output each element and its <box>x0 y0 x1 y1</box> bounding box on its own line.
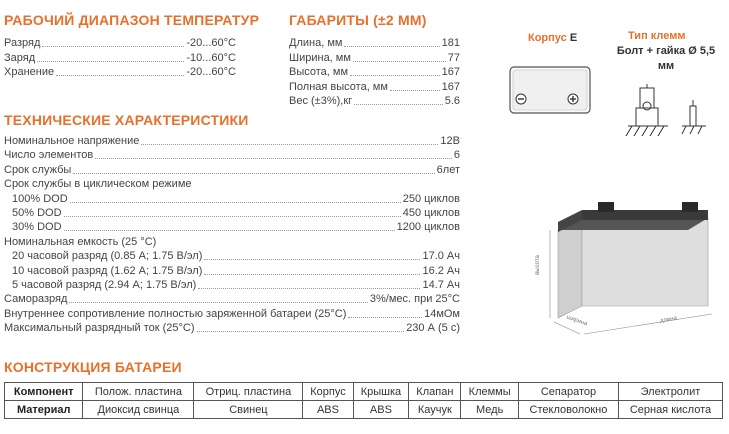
construction-cell: Материал <box>5 401 83 419</box>
battery-length-label: длина <box>659 315 678 325</box>
row-label: Саморазряд <box>4 293 68 306</box>
row-label: Внутреннее сопротивление полностью заряженной батареи (25°C) <box>4 307 347 320</box>
dot-leader <box>95 158 452 159</box>
row-label: Номинальное напряжение <box>4 135 140 147</box>
dot-leader <box>37 61 184 62</box>
temp-row <box>4 51 236 65</box>
dot-leader <box>353 61 446 62</box>
dot-leader <box>198 288 420 289</box>
dims-row <box>289 65 460 79</box>
tech-row <box>4 177 460 191</box>
row-label: Полная высота, мм <box>289 80 388 93</box>
row-label: Разряд <box>4 37 41 49</box>
row-value: 77 <box>447 51 460 64</box>
row-label: Число элементов <box>4 149 94 162</box>
battery-height-label: высота <box>534 255 541 275</box>
case-top-diagram <box>509 66 591 114</box>
construction-cell: Серная кислота <box>618 401 722 419</box>
tech-row <box>4 163 460 177</box>
row-label: Ширина, мм <box>289 51 351 64</box>
temp-title: РАБОЧИЙ ДИАПАЗОН ТЕМПЕРАТУР <box>4 12 260 28</box>
temp-row <box>4 36 236 50</box>
row-value: 167 <box>441 66 460 78</box>
row-value: 3%/мес. при 25°C <box>369 293 460 306</box>
row-label: Высота, мм <box>289 66 349 78</box>
row-label: Хранение <box>4 66 55 78</box>
row-value: 5.6 <box>444 95 460 107</box>
dims-row <box>289 94 460 108</box>
case-type: E <box>569 32 578 44</box>
terminal-line2: мм <box>657 60 675 72</box>
row-value: 12В <box>440 135 460 147</box>
construction-table <box>4 382 723 419</box>
terminal-line1: Болт + гайка Ø 5,5 <box>616 45 716 57</box>
dot-leader <box>42 46 184 47</box>
row-label: Длина, мм <box>289 37 343 49</box>
dot-leader <box>344 46 439 47</box>
tech-row <box>4 134 460 148</box>
dot-leader <box>204 274 420 275</box>
construction-cell: Свинец <box>194 401 303 419</box>
tech-row <box>4 148 460 162</box>
row-value: -20...60°C <box>186 37 236 49</box>
temp-row <box>4 65 236 79</box>
construction-cell: Клеммы <box>461 383 519 401</box>
tech-row <box>4 206 460 220</box>
tech-row <box>4 321 460 335</box>
row-value: 181 <box>441 37 460 49</box>
dims-row <box>289 51 460 65</box>
row-label: 10 часовой разряд (1.62 A; 1.75 В/эл) <box>12 264 203 277</box>
row-label: Срок службы в циклическом режиме <box>4 178 192 191</box>
row-label: 100% DOD <box>12 192 68 205</box>
row-value: -20...60°C <box>186 66 236 78</box>
row-value: 16.2 Ач <box>422 264 460 277</box>
construction-header-row <box>5 383 723 401</box>
dot-leader <box>354 104 443 105</box>
row-value: 6лет <box>436 163 460 176</box>
dims-row <box>289 80 460 94</box>
dot-leader <box>350 75 440 76</box>
dot-leader <box>73 173 434 174</box>
construction-cell: Отриц. пластина <box>194 383 303 401</box>
terminal-bolt-diagram <box>620 80 720 144</box>
dot-leader <box>56 75 184 76</box>
row-value: 167 <box>441 80 460 93</box>
tech-row <box>4 235 460 249</box>
dot-leader <box>70 202 401 203</box>
tech-row <box>4 220 460 234</box>
dot-leader <box>390 90 440 91</box>
dot-leader <box>348 317 422 318</box>
row-label: Максимальный разрядный ток (25°C) <box>4 322 195 335</box>
construction-material-row <box>5 401 723 419</box>
tech-row <box>4 192 460 206</box>
row-value: 1200 циклов <box>396 221 460 234</box>
row-value: -10...60°C <box>186 51 236 64</box>
construction-cell: Каучук <box>409 401 461 419</box>
row-value: 230 А (5 с) <box>406 322 460 335</box>
construction-cell: ABS <box>353 401 409 419</box>
tech-title: ТЕХНИЧЕСКИЕ ХАРАКТЕРИСТИКИ <box>4 112 249 128</box>
construction-cell: Полож. пластина <box>83 383 194 401</box>
row-label: Номинальная емкость (25 °C) <box>4 235 157 248</box>
dot-leader <box>64 216 401 217</box>
dims-row <box>289 36 460 50</box>
tech-row <box>4 278 460 292</box>
dot-leader <box>64 230 395 231</box>
row-value: 450 циклов <box>402 207 460 219</box>
tech-row <box>4 292 460 306</box>
dims-title: ГАБАРИТЫ (±2 ММ) <box>289 12 427 28</box>
construction-cell: Медь <box>461 401 519 419</box>
construction-cell: Электролит <box>618 383 722 401</box>
dot-leader <box>69 302 368 303</box>
construction-cell: ABS <box>303 401 353 419</box>
row-label: 5 часовой разряд (2.94 A; 1.75 В/эл) <box>12 279 197 291</box>
tech-row <box>4 307 460 321</box>
tech-row <box>4 264 460 278</box>
construction-cell: Корпус <box>303 383 353 401</box>
row-label: 20 часовой разряд (0.85 A; 1.75 В/эл) <box>12 250 203 263</box>
terminal-title: Тип клемм <box>628 30 686 42</box>
dot-leader <box>141 144 438 145</box>
row-label: Срок службы <box>4 163 72 176</box>
dot-leader <box>197 331 405 332</box>
construction-title: КОНСТРУКЦИЯ БАТАРЕИ <box>4 359 182 375</box>
battery-width-label: ширина <box>565 314 588 328</box>
row-label: Заряд <box>4 51 36 64</box>
construction-cell: Клапан <box>409 383 461 401</box>
row-label: Вес (±3%),кг <box>289 95 353 107</box>
tech-row <box>4 249 460 263</box>
row-value: 14мОм <box>424 307 460 320</box>
case-label: Корпус E <box>528 32 578 44</box>
row-value: 250 циклов <box>402 192 460 205</box>
row-label: 50% DOD <box>12 207 62 219</box>
construction-cell: Крышка <box>353 383 409 401</box>
row-value: 17.0 Ач <box>422 250 460 263</box>
row-value: 6 <box>453 149 460 162</box>
row-value: 14.7 Ач <box>422 279 460 291</box>
construction-cell: Сепаратор <box>519 383 619 401</box>
construction-cell: Диоксид свинца <box>83 401 194 419</box>
construction-cell: Стекловолокно <box>519 401 619 419</box>
row-label: 30% DOD <box>12 221 62 234</box>
dot-leader <box>204 259 420 260</box>
construction-cell: Компонент <box>5 383 83 401</box>
